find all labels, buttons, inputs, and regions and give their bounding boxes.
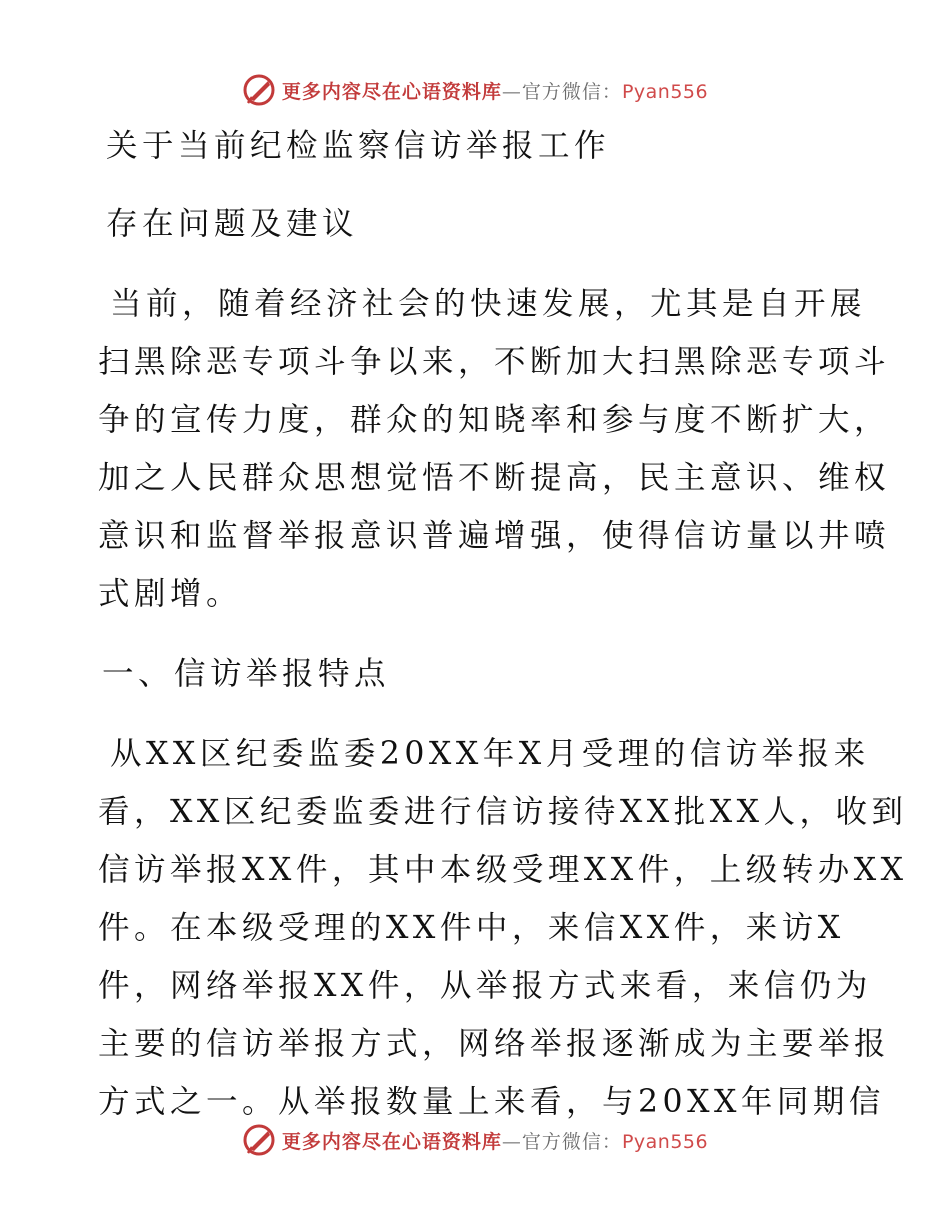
intro-paragraph [98,275,891,623]
watermark-banner-bottom [0,1120,950,1160]
paragraph-line: 从XX区纪委监委20XX年X月受理的信访举报来 [110,736,870,772]
paragraph-line: 加之人民群众思想觉悟不断提高，民主意识、维权 [98,460,891,496]
document-body [98,117,908,1153]
watermark-banner-top [0,70,950,110]
paragraph-line: 件，网络举报XX件，从举报方式来看，来信仍为 [98,968,872,1004]
paragraph-line: 信访举报XX件，其中本级受理XX件，上级转办XX [98,852,908,888]
watermark-wechat-id: Pyan556 [621,80,709,103]
paragraph-line: 当前，随着经济社会的快速发展，尤其是自开展 [110,286,867,322]
quill-logo-icon [242,73,276,107]
section-heading: 一、信访举报特点 [102,656,391,692]
paragraph-line: 争的宣传力度，群众的知晓率和参与度不断扩大， [98,402,891,438]
watermark-separator: — [501,1130,522,1153]
paragraph-line: 扫黑除恶专项斗争以来，不断加大扫黑除恶专项斗 [98,344,891,380]
document-title: 关于当前纪检监察信访举报工作 [106,128,611,164]
section1-paragraph [98,725,908,1131]
watermark-text [282,77,708,104]
watermark-brand: 更多内容尽在心语资料库 [281,1130,502,1153]
watermark-label: 官方微信： [521,80,622,103]
document-title-line2: 存在问题及建议 [106,206,359,242]
quill-logo-icon [242,1123,276,1157]
paragraph-line: 式剧增。 [98,576,243,612]
watermark-separator: — [501,80,522,103]
paragraph-line: 件。在本级受理的XX件中，来信XX件，来访X [98,910,845,946]
watermark-brand: 更多内容尽在心语资料库 [281,80,502,103]
paragraph-line: 看，XX区纪委监委进行信访接待XX批XX人，收到 [98,794,908,830]
paragraph-line: 主要的信访举报方式，网络举报逐渐成为主要举报 [98,1026,891,1062]
paragraph-line: 意识和监督举报意识普遍增强，使得信访量以井喷 [98,518,891,554]
watermark-text [282,1127,708,1154]
watermark-wechat-id: Pyan556 [621,1130,709,1153]
watermark-label: 官方微信： [521,1130,622,1153]
paragraph-line: 方式之一。从举报数量上来看，与20XX年同期信 [98,1084,885,1120]
